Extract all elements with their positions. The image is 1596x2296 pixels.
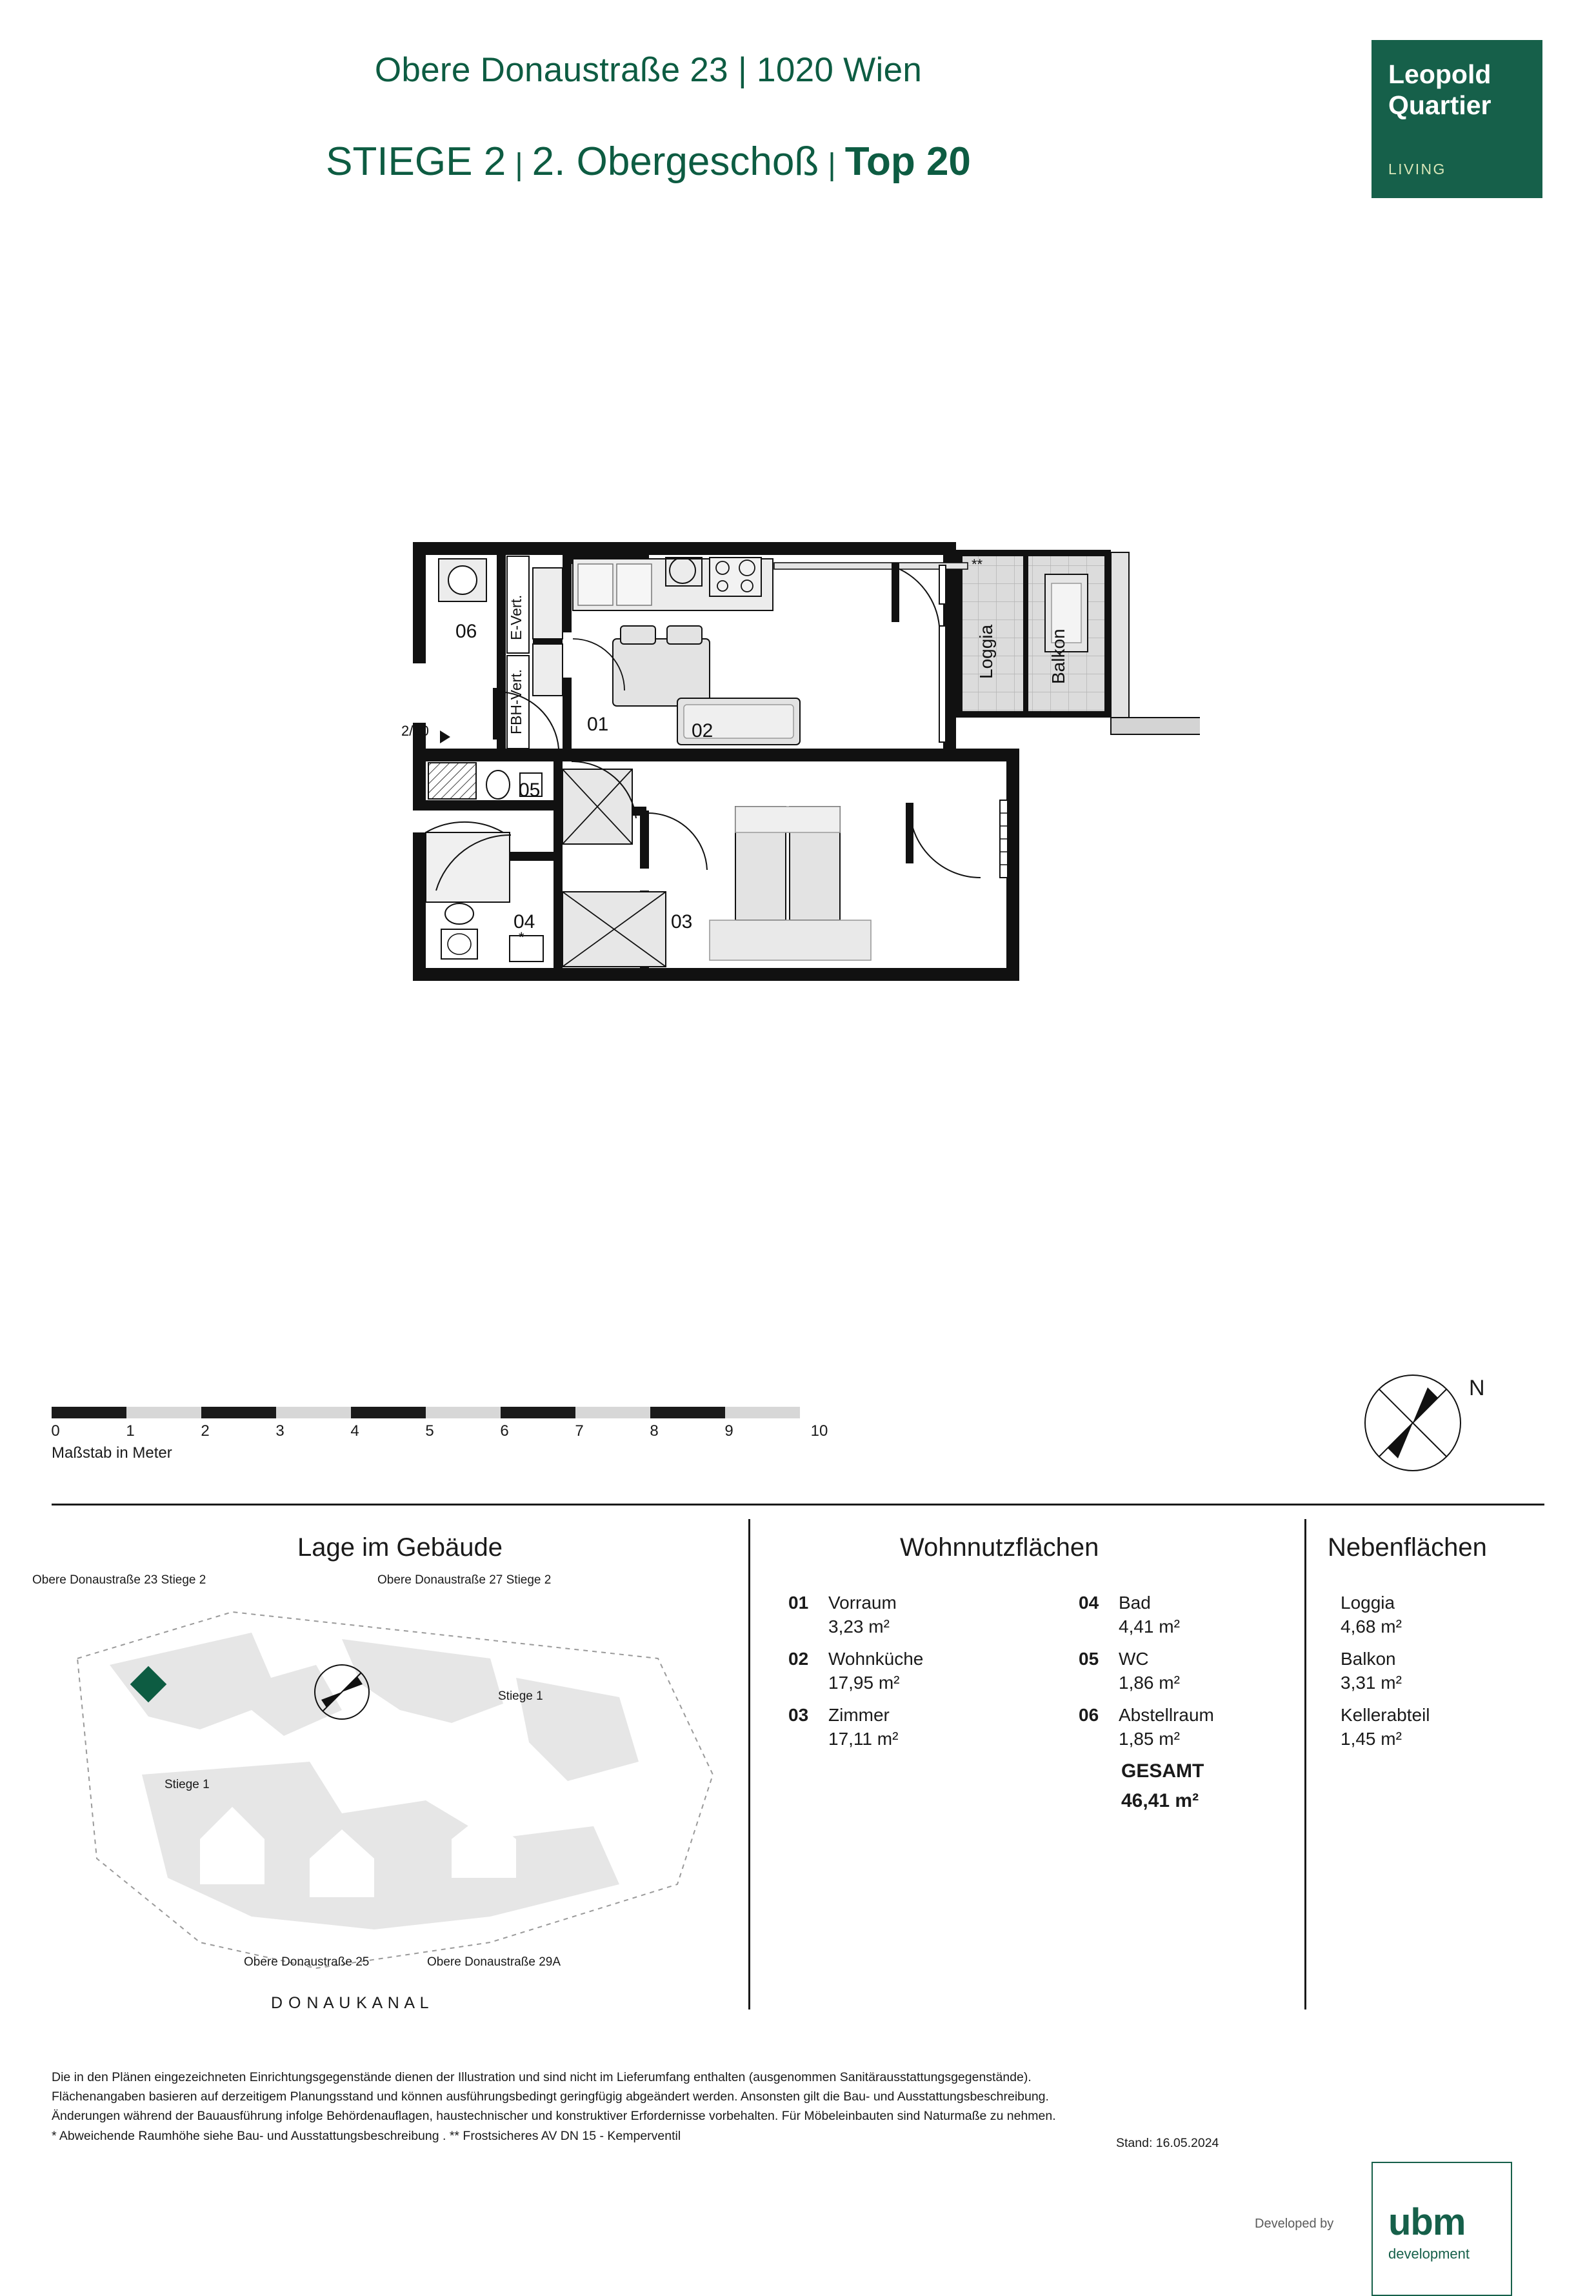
room-number-03: 03 xyxy=(671,911,693,932)
footer-disclaimer-line-2: Flächenangaben basieren auf derzeitigem Planungsstand und können ausführungsbedingt geringfügig abgeändert werden. Ansonsten gilt die Bau- und Ausstattungsbeschreibung. xyxy=(52,2090,1049,2104)
site-plan-title: Lage im Gebäude xyxy=(297,1533,503,1562)
logo-line-3: LIVING xyxy=(1388,161,1446,178)
room-entry-01 xyxy=(788,1594,1059,1636)
nebenflaechen-column xyxy=(1341,1594,1560,1762)
room-entry-01-name: Vorraum xyxy=(828,1593,897,1613)
room-entry-02-number: 02 xyxy=(788,1649,809,1669)
column-divider-2 xyxy=(1304,1519,1306,2009)
total-area xyxy=(1121,1760,1204,1812)
room-entry-04 xyxy=(1079,1594,1311,1636)
scale-ticks xyxy=(52,1422,877,1442)
room-entry-06-number: 06 xyxy=(1079,1705,1099,1725)
column-divider-1 xyxy=(748,1519,750,2009)
page-title xyxy=(0,139,1297,185)
room-entry-04-name: Bad xyxy=(1119,1593,1151,1613)
room-entry-03-area: 17,11 m² xyxy=(828,1729,899,1749)
room-entry-05-name: WC xyxy=(1119,1649,1149,1669)
room-number-02: 02 xyxy=(692,720,713,741)
footer-date: Stand: 16.05.2024 xyxy=(1116,2136,1219,2150)
room-entry-05-number: 05 xyxy=(1079,1649,1099,1669)
room-entry-02 xyxy=(788,1650,1059,1692)
site-plan-map xyxy=(32,1573,761,2012)
neben-entry-kellerabteil-name: Kellerabteil xyxy=(1341,1705,1430,1725)
neben-entry-balkon-area: 3,31 m² xyxy=(1341,1673,1402,1693)
floor-label: 2. Obergeschoß xyxy=(532,139,819,184)
site-label-stiege1-right: Stiege 1 xyxy=(498,1689,543,1703)
logo-line-2: Quartier xyxy=(1388,90,1491,120)
page-header xyxy=(0,0,1596,245)
scale-segment-1 xyxy=(52,1407,126,1418)
svg-text:Balkon: Balkon xyxy=(1048,629,1068,684)
room-entry-01-number: 01 xyxy=(788,1593,809,1613)
scale-segment-5 xyxy=(650,1407,725,1418)
scale-caption: Maßstab in Meter xyxy=(52,1444,172,1462)
ubm-logo-line-1: ubm xyxy=(1388,2201,1466,2243)
title-separator-2: | xyxy=(828,148,836,182)
scale-tick-9: 9 xyxy=(724,1422,733,1440)
wohnnutzflaechen-left-column xyxy=(788,1594,1059,1762)
room-entry-02-name: Wohnküche xyxy=(828,1649,924,1669)
site-label-od23: Obere Donaustraße 23 Stiege 2 xyxy=(32,1573,206,1587)
neben-entry-kellerabteil-area: 1,45 m² xyxy=(1341,1729,1402,1749)
site-label-od29a: Obere Donaustraße 29A xyxy=(427,1955,561,1969)
info-section xyxy=(0,1504,1596,2020)
neben-entry-kellerabteil xyxy=(1341,1706,1560,1748)
scale-tick-4: 4 xyxy=(350,1422,359,1440)
room-number-06: 06 xyxy=(455,621,477,642)
wohnnutzflaechen-right-column xyxy=(1079,1594,1311,1762)
scale-segment-3 xyxy=(351,1407,426,1418)
scale-tick-1: 1 xyxy=(126,1422,135,1440)
room-number-04: 04 xyxy=(514,911,535,932)
svg-text:**: ** xyxy=(972,556,983,572)
unit-label: Top 20 xyxy=(844,139,971,184)
scale-bar xyxy=(52,1407,826,1471)
nebenflaechen-title: Nebenflächen xyxy=(1328,1533,1487,1562)
svg-text:2/20: 2/20 xyxy=(401,723,429,739)
page-address: Obere Donaustraße 23 | 1020 Wien xyxy=(374,51,923,89)
room-entry-06-area: 1,85 m² xyxy=(1119,1729,1180,1749)
ubm-logo xyxy=(1372,2162,1512,2296)
svg-text:Loggia: Loggia xyxy=(976,624,996,679)
title-separator-1: | xyxy=(515,148,523,182)
compass-north-label: N xyxy=(1469,1376,1485,1400)
footer-disclaimer-line-1: Die in den Plänen eingezeichneten Einrichtungsgegenstände dienen der Illustration und sind nicht im Lieferumfang enthalten (ausgenommen Sanitärausstattungsgegenstände). xyxy=(52,2070,1032,2084)
scale-tick-3: 3 xyxy=(275,1422,284,1440)
wohnnutzflaechen-title: Wohnnutzflächen xyxy=(900,1533,1099,1562)
site-label-stiege1-left: Stiege 1 xyxy=(165,1778,210,1791)
compass-rose xyxy=(1358,1362,1493,1484)
total-area-value: 46,41 m² xyxy=(1121,1790,1199,1811)
neben-entry-loggia-area: 4,68 m² xyxy=(1341,1616,1402,1636)
page-footer xyxy=(0,2052,1596,2262)
footer-disclaimer-line-3: Änderungen während der Bauausführung infolge Behördenauflagen, haustechnischer und konstruktiver Erfordernisse vorbehalten. Für Möbeleinbauten sind Naturmaße zu nehmen. xyxy=(52,2109,1056,2124)
scale-tick-0: 0 xyxy=(51,1422,60,1440)
footer-disclaimer-line-4: * Abweichende Raumhöhe siehe Bau- und Ausstattungsbeschreibung . ** Frostsicheres AV DN 15 - Kemperventil xyxy=(52,2128,681,2143)
stiege-label: STIEGE 2 xyxy=(326,139,506,184)
room-entry-02-area: 17,95 m² xyxy=(828,1673,900,1693)
room-entry-04-number: 04 xyxy=(1079,1593,1099,1613)
room-entry-03-name: Zimmer xyxy=(828,1705,890,1725)
room-entry-03-number: 03 xyxy=(788,1705,809,1725)
room-number-05: 05 xyxy=(519,780,541,801)
ubm-logo-line-2: development xyxy=(1388,2246,1470,2262)
scale-segment-4 xyxy=(501,1407,575,1418)
svg-text:E-Vert.: E-Vert. xyxy=(508,594,524,640)
total-area-label: GESAMT xyxy=(1121,1760,1204,1782)
room-entry-05 xyxy=(1079,1650,1311,1692)
scale-tick-8: 8 xyxy=(650,1422,659,1440)
scale-tick-6: 6 xyxy=(500,1422,509,1440)
neben-entry-loggia xyxy=(1341,1594,1560,1636)
developed-by-label: Developed by xyxy=(1255,2217,1334,2231)
scale-tick-7: 7 xyxy=(575,1422,584,1440)
room-entry-04-area: 4,41 m² xyxy=(1119,1616,1180,1636)
leopold-quartier-logo xyxy=(1372,40,1542,198)
room-entry-01-area: 3,23 m² xyxy=(828,1616,890,1636)
scale-tick-2: 2 xyxy=(201,1422,210,1440)
site-label-od25: Obere Donaustraße 25 xyxy=(244,1955,370,1969)
neben-entry-balkon xyxy=(1341,1650,1560,1692)
site-label-od27: Obere Donaustraße 27 Stiege 2 xyxy=(377,1573,552,1587)
scale-segment-2 xyxy=(201,1407,276,1418)
neben-entry-balkon-name: Balkon xyxy=(1341,1649,1396,1669)
room-number-01: 01 xyxy=(587,714,609,735)
svg-text:*: * xyxy=(519,929,524,945)
logo-line-1: Leopold xyxy=(1388,59,1491,89)
scale-tick-10: 10 xyxy=(810,1422,828,1440)
svg-text:FBH-Vert.: FBH-Vert. xyxy=(508,669,524,734)
room-entry-03 xyxy=(788,1706,1059,1748)
site-label-donaukanal: D O N A U K A N A L xyxy=(271,1994,430,2012)
footer-disclaimer xyxy=(52,2068,1297,2146)
floorplan-drawing xyxy=(400,529,1200,1239)
room-entry-05-area: 1,86 m² xyxy=(1119,1673,1180,1693)
room-entry-06 xyxy=(1079,1706,1311,1748)
scale-tick-5: 5 xyxy=(425,1422,434,1440)
room-entry-06-name: Abstellraum xyxy=(1119,1705,1214,1725)
neben-entry-loggia-name: Loggia xyxy=(1341,1593,1395,1613)
